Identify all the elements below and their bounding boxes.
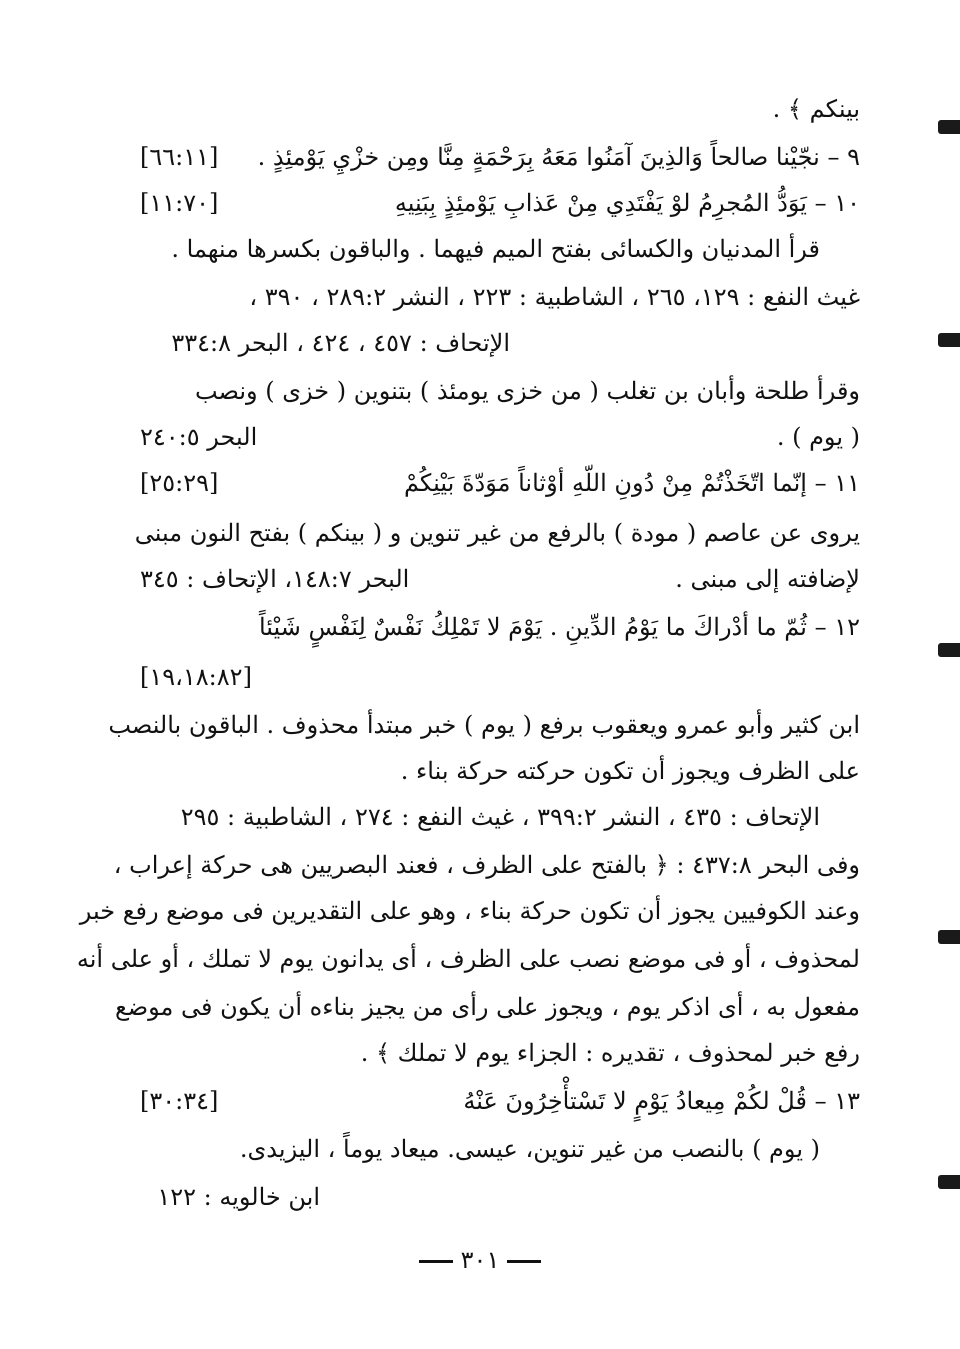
text-line	[134, 516, 860, 550]
verse-text: ١١ – إنّما اتّخَذْتُمْ مِنْ دُونِ اللّهِ أوْثاناً مَوَدّةَ بَيْنِكُمْ	[403, 469, 860, 497]
line-text: وعند الكوفيين يجوز أن تكون حركة بناء ، وهو على التقديرين فى موضع رفع خبر	[79, 897, 860, 925]
verse-reference: [٦٦:١١]	[140, 143, 219, 171]
verse-line-12	[140, 610, 860, 644]
text-line	[140, 562, 860, 596]
verse-line-10	[140, 186, 860, 220]
page-number-text: ٣٠١	[460, 1246, 500, 1274]
page-number	[0, 1246, 960, 1274]
margin-mark	[938, 1175, 960, 1189]
text-line	[140, 1036, 860, 1070]
verse-line-13	[140, 1084, 860, 1118]
line-text: ابن خالويه : ١٢٢	[157, 1183, 320, 1211]
margin-mark	[938, 333, 960, 347]
line-text: ( يوم ) بالنصب من غير تنوين، عيسى. ميعاد يوماً ، اليزيدى.	[239, 1135, 820, 1163]
verse-text: ١٢ – ثُمّ ما أدْراكَ ما يَوْمُ الدِّينِ . يَوْمَ لا تَمْلِكُ نَفْسٌ لِنَفْسٍ شَيْئاً	[258, 613, 860, 641]
margin-mark	[938, 643, 960, 657]
text-line	[76, 942, 860, 976]
margin-mark	[938, 930, 960, 944]
line-text: قرأ المدنيان والكسائى بفتح الميم فيهما . والباقون بكسرها منهما .	[171, 235, 820, 263]
text-line	[140, 1132, 860, 1166]
text-line	[108, 708, 860, 742]
verse-text: ١٠ – يَوَدُّ المُجرِمُ لوْ يَفْتَدِي مِنْ عَذابِ يَوْمئِذٍ بِبَنِيهِ	[394, 189, 860, 217]
source-citation: البحر ٢٤٠:٥	[140, 423, 258, 451]
text-line	[140, 754, 860, 788]
verse-text: ٩ – نجّيْنا صالحاً وَالذِينَ آمَنُوا مَعَهُ بِرَحْمَةٍ مِنَّا ومِن خزْيِ يَوْمئِذٍ .	[257, 143, 860, 171]
text-line	[140, 374, 860, 408]
source-citation: البحر ١٤٨:٧، الإتحاف : ٣٤٥	[140, 565, 410, 593]
margin-mark	[938, 120, 960, 134]
source-line	[140, 800, 860, 834]
text-line	[140, 92, 860, 126]
line-text: الإتحاف : ٤٥٧ ، ٤٢٤ ، البحر ٣٣٤:٨	[171, 329, 510, 357]
line-text: غيث النفع : ١٢٩، ٢٦٥ ، الشاطبية : ٢٢٣ ، النشر ٢٨٩:٢ ، ٣٩٠ ،	[249, 283, 860, 311]
line-text: وقرأ طلحة وأبان بن تغلب ( من خزى يومئذ ) بتنوين ( خزى ) ونصب	[194, 377, 860, 405]
source-line	[140, 280, 860, 314]
line-text: يروى عن عاصم ( مودة ) بالرفع من غير تنوين و ( بينكم ) بفتح النون مبنى	[134, 519, 860, 547]
text-line	[113, 848, 860, 882]
line-text: الإتحاف : ٤٣٥ ، النشر ٣٩٩:٢ ، غيث النفع : ٢٧٤ ، الشاطبية : ٢٩٥	[180, 803, 820, 831]
line-text: بينكم ﴾ .	[772, 95, 860, 123]
line-text: على الظرف ويجوز أن تكون حركته حركة بناء .	[400, 757, 860, 785]
line-text: ابن كثير وأبو عمرو ويعقوب برفع ( يوم ) خبر مبتدأ محذوف . الباقون بالنصب	[108, 711, 860, 739]
line-text: وفى البحر ٤٣٧:٨ : ﴿ بالفتح على الظرف ، فعند البصريين هى حركة إعراب ،	[113, 851, 860, 879]
text-line	[115, 990, 860, 1024]
text-line	[140, 232, 860, 266]
verse-reference: [١٩،١٨:٨٢]	[140, 663, 252, 691]
verse-line-9	[140, 140, 860, 174]
text-line	[140, 420, 860, 454]
verse-line-11	[140, 466, 860, 500]
line-text: ( يوم ) .	[776, 423, 860, 451]
line-text: لمحذوف ، أو فى موضع نصب على الظرف ، أى يدانون يوم لا تملك ، أو على أنه	[76, 945, 860, 973]
line-text: رفع خبر لمحذوف ، تقديره : الجزاء يوم لا تملك ﴾ .	[360, 1039, 860, 1067]
verse-reference: [١١:٧٠]	[140, 189, 219, 217]
verse-reference: [٢٥:٢٩]	[140, 469, 219, 497]
text-line	[79, 894, 860, 928]
line-text: مفعول به ، أى اذكر يوم ، ويجوز على رأى من يجيز بناءه أن يكون فى موضع	[115, 993, 860, 1021]
verse-text: ١٣ – قُلْ لكُمْ مِيعادُ يَوْمٍ لا تَسْتأْخِرُونَ عَنْهُ	[463, 1087, 860, 1115]
verse-reference: [٣٠:٣٤]	[140, 1087, 219, 1115]
dash-decoration	[507, 1260, 541, 1263]
dash-decoration	[419, 1260, 453, 1263]
source-line	[140, 1180, 860, 1214]
line-text: لإضافته إلى مبنى .	[675, 565, 860, 593]
source-line	[140, 326, 860, 360]
